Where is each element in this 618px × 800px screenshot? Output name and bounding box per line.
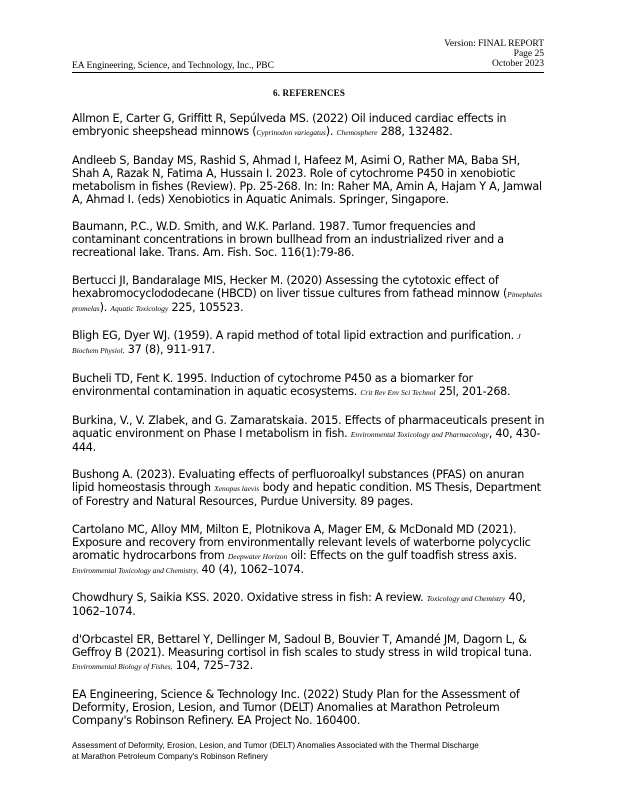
reference-item: Bushong A. (2023). Evaluating effects of perfluoroalkyl substances (PFAS) on anuran lipid homeostasis through Xenopus laevis body and hepatic condition. MS Thesis, Department of Forestry and Natural Resources, Purdue University. 89 pages. [72, 468, 541, 509]
reference-item: Bucheli TD, Fent K. 1995. Induction of cytochrome P450 as a biomarker for environmental contamination in aquatic ecosystems. Crit Rev Env Sci Technol 25l, 201-268. [72, 371, 511, 398]
reference-list [72, 112, 546, 741]
reference-item: Bligh EG, Dyer WJ. (1959). A rapid method of total lipid extraction and purification. J Biochem Physiol, 37 (8), 911-917. [72, 329, 521, 357]
report-date: October 2023 [492, 59, 544, 69]
reference-item: Andleeb S, Banday MS, Rashid S, Ahmad I, Hafeez M, Asimi O, Rather MA, Baba SH, Shah A, Razak N, Fatima A, Hussain I. 2023. Role of cytochrome P450 in xenobiotic metabolism in fishes (Review). Pp. 25-268. In: In: Raher MA, Amin A, Hajam Y A, Jamwal A, Ahmad I. (eds) Xenobiotics in Aquatic Animals. Springer, Singapore. [72, 153, 542, 206]
company-name: EA Engineering, Science, and Technology, Inc., PBC [72, 61, 274, 71]
reference-item: Baumann, P.C., W.D. Smith, and W.K. Parland. 1987. Tumor frequencies and contaminant concentrations in brown bullhead from an industrialized river and a recreational lake. Trans. Am. Fish. Soc. 116(1):79-86. [72, 220, 504, 260]
section-title: 6. REFERENCES [272, 88, 346, 98]
reference-item: Chowdhury S, Saikia KSS. 2020. Oxidative stress in fish: A review. Toxicology and Chemistry 40, 1062–1074. [72, 591, 526, 619]
header-right [444, 39, 544, 69]
page-footer [72, 740, 552, 762]
reference-item: Allmon E, Carter G, Griffitt R, Sepúlveda MS. (2022) Oil induced cardiac effects in embryonic sheepshead minnows (Cyprinodon variegatus). Chemosphere 288, 132482. [72, 112, 507, 138]
version-label: Version: FINAL REPORT [444, 39, 544, 49]
footer-line-2: at Marathon Petroleum Company's Robinson Refinery [72, 752, 268, 761]
page-number: Page 25 [513, 49, 544, 59]
header-rule [72, 72, 544, 73]
reference-item: d'Orbcastel ER, Bettarel Y, Dellinger M, Sadoul B, Bouvier T, Amandé JM, Dagorn L, & Geffroy B (2021). Measuring cortisol in fish scales to study stress in wild tropical tuna. Environmental Biology of Fishes, 104, 725–732. [72, 632, 532, 672]
reference-item: Cartolano MC, Alloy MM, Milton E, Plotnikova A, Mager EM, & McDonald MD (2021). Exposure and recovery from environmentally relevant levels of waterborne polycyclic aromatic hydrocarbons from Deepwater Horizon oil: Effects on the gulf toadfish stress axis. Environmental Toxicology and Chemistry, 40 (4), 1062–1074. [72, 522, 531, 576]
reference-item: Burkina, V., V. Zlabek, and G. Zamaratskaia. 2015. Effects of pharmaceuticals present in aquatic environment on Phase I metabolism in fish. Environmental Toxicology and Pharmacology, 40, 430-444. [72, 413, 545, 454]
footer-line-1: Assessment of Deformity, Erosion, Lesion, and Tumor (DELT) Anomalies Associated with the Thermal Discharge [72, 741, 479, 750]
reference-item: Bertucci JI, Bandaralage MIS, Hecker M. (2020) Assessing the cytotoxic effect of hexabromocyclododecane (HBCD) on liver tissue cultures from fathead minnow (Pimephales promelas). Aquatic Toxicology 225, 105523. [72, 273, 543, 314]
reference-item: EA Engineering, Science & Technology Inc. (2022) Study Plan for the Assessment of Deformity, Erosion, Lesion, and Tumor (DELT) Anomalies at Marathon Petroleum Company's Robinson Refinery. EA Project No. 160400. [72, 687, 520, 727]
